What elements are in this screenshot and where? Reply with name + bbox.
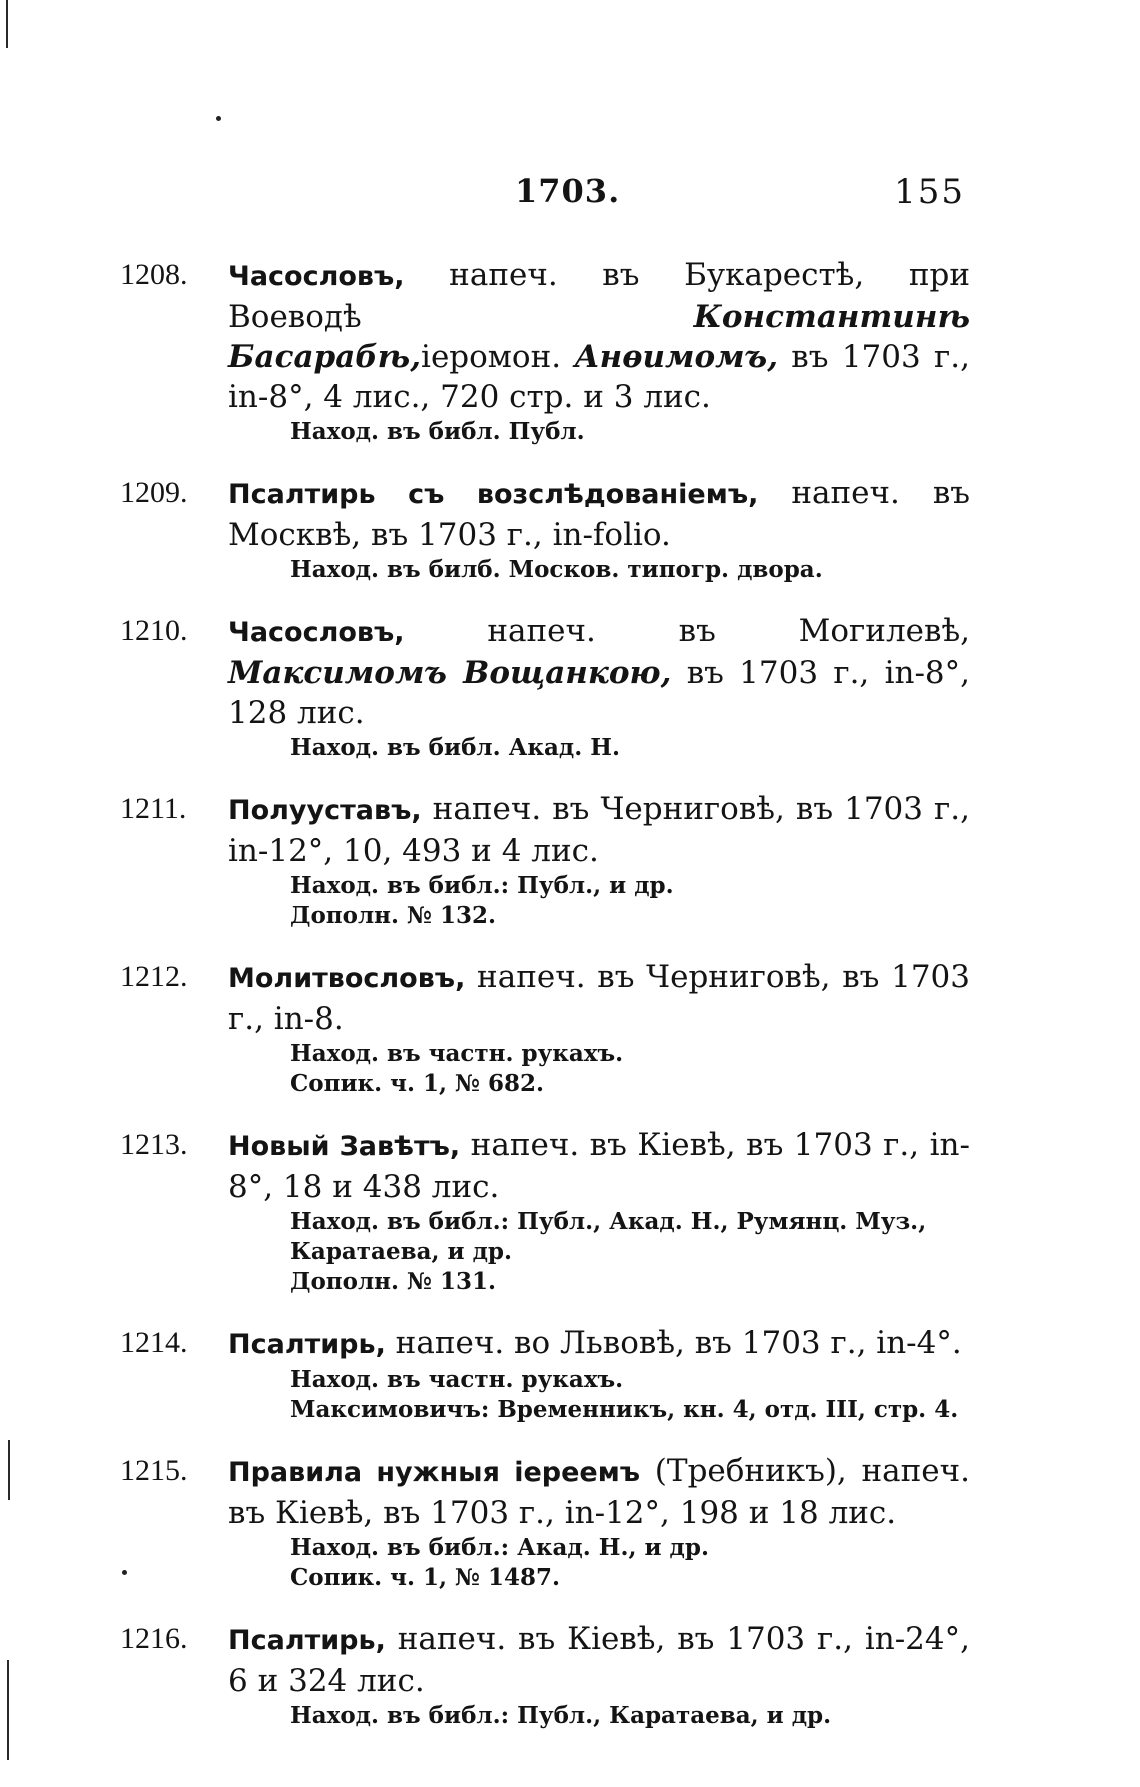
entry-title: Правила нужныя іереемъ — [228, 1457, 641, 1488]
entry-text: напеч. въ Кіевѣ, въ 1703 г., in-8°, 18 и 438 лис. — [228, 1127, 970, 1205]
entry-number: 1213. — [120, 1128, 188, 1161]
catalog-entry — [120, 789, 970, 931]
entry-title: Полууставъ, — [228, 795, 422, 826]
entry-number: 1214. — [120, 1326, 188, 1359]
running-title: 1703. — [515, 172, 621, 210]
entry-text: напеч. въ Букарестѣ, при Воеводѣ — [228, 257, 970, 335]
holding-note: Наход. въ билб. Москов. типогр. двора. — [290, 556, 823, 583]
entry-title: Молитвословъ, — [228, 963, 466, 994]
entry-title: Псалтирь съ возслѣдованіемъ, — [228, 479, 759, 510]
holding-note: Наход. въ библ.: Акад. Н., и др. — [290, 1534, 709, 1561]
holding-note: Наход. въ частн. рукахъ. — [290, 1366, 624, 1393]
holding-note: Дополн. № 131. — [290, 1268, 497, 1295]
entry-printer: Максимомъ Вощанкою, — [228, 655, 672, 691]
entry-number: 1209. — [120, 476, 188, 509]
catalog-entry — [120, 1619, 970, 1731]
entry-text: напеч. въ Черниговѣ, въ 1703 г., in-8. — [228, 959, 970, 1037]
holding-note: Наход. въ библ. Публ. — [290, 418, 585, 445]
entry-text: въ 1703 г., in-8°, 128 лис. — [228, 655, 970, 731]
holding-note: Наход. въ частн. рукахъ. — [290, 1040, 624, 1067]
holding-note: Максимовичъ: Временникъ, кн. 4, отд. III, стр. 4. — [290, 1396, 959, 1423]
entry-description — [228, 1451, 970, 1533]
catalog-entry — [120, 255, 970, 447]
entry-number: 1210. — [120, 614, 188, 647]
entry-description — [228, 611, 970, 733]
entry-text: въ 1703 г., in-8°, 4 лис., 720 стр. и 3 лис. — [228, 339, 970, 415]
holding-note: Наход. въ библ.: Публ., Акад. Н., Румянц. Муз., Каратаева, и др. — [290, 1208, 927, 1265]
holding-note: Сопик. ч. 1, № 682. — [290, 1070, 545, 1097]
entry-text: напеч. во Львовѣ, въ 1703 г., in-4°. — [385, 1325, 962, 1361]
entry-printer: Константинѣ Басарабѣ, — [228, 299, 970, 375]
entry-title: Псалтирь, — [228, 1625, 386, 1656]
catalog-entry — [120, 1451, 970, 1593]
holding-note: Дополн. № 132. — [290, 902, 497, 929]
running-head — [225, 172, 965, 212]
holding-note: Сопик. ч. 1, № 1487. — [290, 1564, 561, 1591]
entry-text: напеч. въ Москвѣ, въ 1703 г., in-folio. — [228, 475, 970, 553]
entry-description — [228, 1125, 970, 1207]
entry-number: 1208. — [120, 258, 188, 291]
entry-text: напеч. въ Могилевѣ, — [404, 613, 970, 649]
page-number: 155 — [894, 172, 965, 212]
entry-description — [228, 255, 970, 417]
holding-note: Наход. въ библ.: Публ., Каратаева, и др. — [290, 1702, 832, 1729]
entry-title: Часословъ, — [228, 261, 405, 292]
entry-text: напеч. въ Черниговѣ, въ 1703 г., in-12°, 10, 493 и 4 лис. — [228, 791, 970, 869]
entry-description — [228, 957, 970, 1039]
catalog-entry — [120, 1323, 970, 1425]
holding-note: Наход. въ библ.: Публ., и др. — [290, 872, 674, 899]
catalog-entry — [120, 1125, 970, 1297]
entry-text: напеч. въ Кіевѣ, въ 1703 г., in-24°, 6 и 324 лис. — [228, 1621, 970, 1699]
entry-description — [228, 1323, 970, 1365]
entry-text: (Требникъ), напеч. въ Кіевѣ, въ 1703 г., in-12°, 198 и 18 лис. — [228, 1453, 970, 1531]
entry-description — [228, 1619, 970, 1701]
holding-note: Наход. въ библ. Акад. Н. — [290, 734, 620, 761]
catalog-entry — [120, 473, 970, 585]
entry-number: 1216. — [120, 1622, 188, 1655]
entry-number: 1215. — [120, 1454, 188, 1487]
entry-title: Новый Завѣтъ, — [228, 1131, 461, 1162]
entry-description — [228, 473, 970, 555]
catalog-entry — [120, 611, 970, 763]
entry-number: 1212. — [120, 960, 188, 993]
catalog-entries — [120, 255, 970, 1757]
entry-title: Псалтирь, — [228, 1329, 386, 1360]
entry-title: Часословъ, — [228, 617, 405, 648]
entry-text: іеромон. — [421, 339, 575, 375]
entry-description — [228, 789, 970, 871]
entry-number: 1211. — [120, 792, 187, 825]
entry-printer: Анѳимомъ, — [574, 339, 778, 375]
catalog-entry — [120, 957, 970, 1099]
